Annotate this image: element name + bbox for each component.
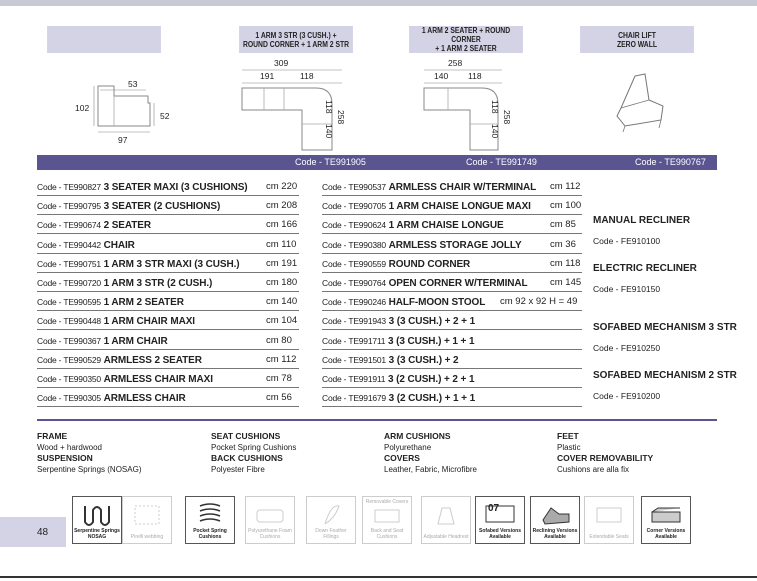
- icon-caption: Pirelli webbing: [130, 534, 164, 540]
- product-name: OPEN CORNER W/TERMINAL: [388, 278, 528, 289]
- product-name: ARMLESS CHAIR W/TERMINAL: [388, 182, 537, 193]
- product-name: 1 ARM CHAISE LONGUE: [388, 220, 504, 232]
- chair-dim-seat: 52: [160, 111, 170, 121]
- foam-cushion-icon: [252, 500, 288, 528]
- header-3-line2: + 1 ARM 2 SEATER: [435, 44, 497, 53]
- product-name: HALF-MOON STOOL: [388, 297, 486, 309]
- serpentine-springs-badge: [72, 496, 122, 544]
- product-name: 1 ARM CHAIR MAXI: [103, 316, 195, 328]
- icon-caption: Adjustable Headrest: [423, 534, 469, 540]
- product-name: 1 ARM 3 STR MAXI (3 CUSH.): [103, 258, 240, 270]
- row-divider: [37, 387, 299, 388]
- product-dimension: cm 112: [266, 353, 297, 365]
- product-dimension: cm 80: [266, 334, 292, 346]
- back-cushions-title: BACK CUSHIONS: [211, 453, 283, 463]
- row-divider: [322, 368, 582, 369]
- corner-sofa-badge: [641, 496, 691, 544]
- product-dimension: cm 118: [550, 257, 581, 269]
- c1-c: 118: [324, 100, 334, 114]
- icon-caption: Serpentine Springs NOSAG: [74, 528, 120, 540]
- product-code: Code - TE990350: [37, 374, 101, 384]
- product-dimension: cm 85: [550, 219, 576, 231]
- webbing-badge: [122, 496, 172, 544]
- product-code: Code - TE990674: [37, 220, 101, 231]
- left-row: [37, 238, 299, 254]
- product-code: Code - TE990529: [37, 354, 101, 365]
- product-name: ARMLESS 2 SEATER: [103, 354, 202, 366]
- pocket-spring-icon: [192, 500, 228, 528]
- sofabed-badge: [475, 496, 525, 544]
- headrest-badge: [421, 496, 471, 544]
- product-name: ARMLESS CHAIR MAXI: [103, 374, 213, 385]
- chair-dim-depth: 102: [75, 103, 90, 113]
- product-code: Code - TE990720: [37, 278, 101, 288]
- c2-e: 258: [502, 110, 512, 125]
- header-box-3: [409, 26, 523, 53]
- product-code: Code - TE991711: [322, 335, 386, 346]
- mid-row: [322, 391, 582, 407]
- product-code: Code - TE991911: [322, 374, 386, 384]
- product-name: 3 (3 CUSH.) + 2 + 1: [388, 316, 476, 328]
- suspension-title: SUSPENSION: [37, 453, 93, 463]
- row-divider: [37, 291, 299, 292]
- mid-row: [322, 257, 582, 273]
- product-dimension: cm 92 x 92 H = 49: [500, 296, 578, 308]
- product-name: 3 (3 CUSH.) + 2: [388, 354, 459, 366]
- c1-e: 258: [336, 110, 346, 125]
- product-code: Code - TE990448: [37, 316, 101, 327]
- left-row: [37, 353, 299, 369]
- icon-caption: Down Feather Fillings: [315, 528, 347, 540]
- chair-dimension-diagram: [70, 76, 180, 151]
- icon-caption: Sofabed Versions Available: [479, 528, 521, 540]
- page-number: 48: [0, 517, 66, 547]
- product-name: 1 ARM 2 SEATER: [103, 297, 184, 309]
- top-rule: [0, 0, 757, 6]
- product-name: CHAIR: [103, 239, 135, 251]
- product-name: 3 (2 CUSH.) + 2 + 1: [387, 374, 475, 385]
- side-label-sofabed-2: SOFABED MECHANISM 2 STR: [593, 370, 737, 381]
- covers-value: Leather, Fabric, Microfibre: [384, 464, 477, 474]
- product-name: 3 SEATER (2 CUSHIONS): [103, 201, 221, 213]
- feather-icon: [313, 500, 349, 528]
- mid-row: [322, 353, 582, 369]
- header-4-line1: CHAIR LIFT: [618, 30, 656, 40]
- mid-row: [322, 199, 582, 215]
- product-code: Code - TE991679: [322, 393, 386, 404]
- mid-row: [322, 180, 582, 196]
- row-divider: [37, 368, 299, 369]
- left-row: [37, 180, 299, 196]
- side-label-sofabed-3: SOFABED MECHANISM 3 STR: [593, 322, 737, 333]
- foam-cushion-badge: [245, 496, 295, 544]
- feet-title: FEET: [557, 431, 579, 441]
- header-3-line1: 1 ARM 2 SEATER + ROUND CORNER: [421, 26, 511, 44]
- c2-d: 140: [490, 124, 500, 139]
- chair-dim-width: 53: [128, 79, 138, 89]
- product-code: Code - TE990751: [37, 258, 101, 269]
- header-box-1: [47, 26, 161, 53]
- product-dimension: cm 100: [550, 200, 582, 212]
- webbing-icon: [129, 500, 165, 528]
- removability-title: COVER REMOVABILITY: [557, 453, 654, 463]
- code-bar: [37, 155, 717, 170]
- c1-a: 191: [260, 71, 275, 81]
- section-divider: [37, 419, 717, 421]
- seat-cushions-value: Pocket Spring Cushions: [211, 442, 297, 452]
- recliner-badge: [530, 496, 580, 544]
- back-cushions-value: Polyester Fibre: [211, 464, 265, 474]
- seat-cushions-title: SEAT CUSHIONS: [211, 431, 281, 441]
- side-label-electric-recliner: ELECTRIC RECLINER: [593, 263, 697, 274]
- product-dimension: cm 104: [266, 315, 298, 327]
- side-label-manual-recliner: MANUAL RECLINER: [593, 215, 691, 226]
- row-divider: [322, 387, 582, 388]
- product-name: 1 ARM 3 STR (2 CUSH.): [103, 278, 213, 289]
- product-dimension: cm 110: [266, 238, 297, 250]
- row-divider: [37, 195, 299, 196]
- row-divider: [322, 253, 582, 254]
- mid-row: [322, 295, 582, 311]
- arm-cushions-value: Polyurethane: [384, 442, 432, 452]
- icon-top-caption: Removable Covers: [365, 499, 409, 505]
- suspension-value: Serpentine Springs (NOSAG): [37, 464, 142, 474]
- product-code: Code - TE990624: [322, 220, 386, 231]
- row-divider: [37, 253, 299, 254]
- c1-d: 140: [324, 124, 334, 139]
- side-code-electric-recliner: Code - FE910150: [593, 284, 661, 294]
- header-2-line2: ROUND CORNER + 1 ARM 2 STR: [242, 39, 350, 49]
- product-dimension: cm 112: [550, 181, 581, 192]
- mid-row: [322, 372, 582, 388]
- product-name: 1 ARM CHAISE LONGUE MAXI: [388, 201, 531, 213]
- icon-caption: Extendable Seats: [589, 534, 629, 540]
- c2-b: 118: [468, 71, 482, 81]
- chair-dim-total: 97: [118, 135, 128, 145]
- code-bar-code-3: Code - TE990767: [635, 157, 706, 167]
- product-code: Code - TE990246: [322, 297, 386, 308]
- mid-row: [322, 238, 582, 254]
- product-code: Code - TE990595: [37, 297, 101, 308]
- covers-title: COVERS: [384, 453, 420, 463]
- corner-sofa-icon: [648, 500, 684, 528]
- side-code-sofabed-2: Code - FE910200: [593, 391, 661, 401]
- pocket-spring-badge: [185, 496, 235, 544]
- product-name: 3 SEATER MAXI (3 CUSHIONS): [103, 182, 248, 193]
- mid-row: [322, 334, 582, 350]
- product-name: ARMLESS STORAGE JOLLY: [388, 239, 522, 251]
- serpentine-springs-icon: [79, 500, 115, 528]
- product-code: Code - TE991501: [322, 354, 386, 365]
- product-code: Code - TE990442: [37, 239, 101, 250]
- row-divider: [322, 406, 582, 407]
- row-divider: [37, 406, 299, 407]
- row-divider: [322, 329, 582, 330]
- product-dimension: cm 78: [266, 373, 292, 384]
- row-divider: [322, 233, 582, 234]
- feather-badge: [306, 496, 356, 544]
- product-code: Code - TE990764: [322, 278, 386, 288]
- frame-title: FRAME: [37, 431, 68, 441]
- left-row: [37, 218, 299, 234]
- product-name: 3 (2 CUSH.) + 1 + 1: [388, 393, 476, 405]
- product-code: Code - TE990705: [322, 201, 386, 212]
- header-box-4: [580, 26, 694, 53]
- product-name: 1 ARM CHAIR: [103, 335, 168, 347]
- product-dimension: cm 36: [550, 238, 576, 250]
- row-divider: [37, 214, 299, 215]
- header-2-line1: 1 ARM 3 STR (3 CUSH.) +: [255, 30, 337, 40]
- product-code: Code - TE990559: [322, 258, 386, 269]
- row-divider: [322, 214, 582, 215]
- row-divider: [37, 272, 299, 273]
- code-bar-code-1: Code - TE991905: [295, 157, 366, 167]
- corner-sofa-diagram-1: [236, 58, 356, 153]
- product-name: 2 SEATER: [103, 220, 151, 232]
- arm-cushions-title: ARM CUSHIONS: [384, 431, 451, 441]
- left-row: [37, 257, 299, 273]
- c1-total: 309: [274, 58, 289, 68]
- recliner-icon: [537, 500, 573, 528]
- product-dimension: cm 166: [266, 219, 298, 231]
- left-row: [37, 295, 299, 311]
- feature-feet-removability: [557, 431, 653, 475]
- icon-caption: Pocket Spring Cushions: [193, 528, 227, 540]
- feature-frame-suspension: [37, 431, 142, 475]
- chair-lift-sketch: [605, 70, 675, 140]
- left-row: [37, 314, 299, 330]
- side-code-sofabed-3: Code - FE910250: [593, 343, 661, 353]
- frame-value: Wood + hardwood: [37, 442, 103, 452]
- side-code-manual-recliner: Code - FE910100: [593, 236, 661, 246]
- extendable-seat-icon: [591, 500, 627, 528]
- product-code: Code - TE990537: [322, 182, 386, 192]
- icon-caption: Polyurethane Foam Cushions: [248, 528, 292, 540]
- product-dimension: cm 220: [266, 181, 298, 192]
- row-divider: [37, 233, 299, 234]
- header-box-2: [239, 26, 353, 53]
- product-code: Code - TE991943: [322, 316, 386, 327]
- product-name: ARMLESS CHAIR: [103, 393, 186, 405]
- product-dimension: cm 208: [266, 200, 298, 212]
- code-bar-code-2: Code - TE991749: [466, 157, 537, 167]
- product-code: Code - TE990795: [37, 201, 101, 212]
- product-name: ROUND CORNER: [388, 258, 471, 270]
- icon-caption: Reclining Versions Available: [532, 528, 578, 540]
- product-code: Code - TE990367: [37, 335, 101, 346]
- icon-caption: Corner Versions Available: [646, 528, 686, 540]
- product-code: Code - TE990305: [37, 393, 101, 404]
- product-name: 3 (3 CUSH.) + 1 + 1: [387, 335, 475, 347]
- left-row: [37, 276, 299, 292]
- removable-covers-badge: [362, 496, 412, 544]
- corner-sofa-diagram-2: [420, 58, 530, 153]
- row-divider: [322, 272, 582, 273]
- row-divider: [37, 329, 299, 330]
- row-divider: [322, 195, 582, 196]
- extendable-seat-badge: [584, 496, 634, 544]
- product-dimension: cm 180: [266, 277, 298, 288]
- product-code: Code - TE990380: [322, 239, 386, 250]
- row-divider: [322, 310, 582, 311]
- row-divider: [322, 291, 582, 292]
- left-row: [37, 199, 299, 215]
- header-4-line2: ZERO WALL: [616, 39, 658, 49]
- sofabed-badge-number: 07: [488, 503, 500, 514]
- mid-row: [322, 276, 582, 292]
- c1-b: 118: [300, 71, 314, 81]
- removability-value: Cushions are alla fix: [557, 464, 630, 474]
- row-divider: [37, 310, 299, 311]
- c2-c: 118: [490, 100, 500, 114]
- left-row: [37, 391, 299, 407]
- product-dimension: cm 56: [266, 392, 292, 404]
- left-row: [37, 334, 299, 350]
- left-row: [37, 372, 299, 388]
- icon-caption: Back and Seat Cushions: [370, 528, 404, 540]
- product-dimension: cm 140: [266, 296, 298, 308]
- bottom-rule: [0, 576, 757, 578]
- product-dimension: cm 191: [266, 257, 298, 269]
- c2-a: 140: [434, 71, 449, 81]
- product-dimension: cm 145: [550, 277, 582, 288]
- mid-row: [322, 314, 582, 330]
- feet-value: Plastic: [557, 442, 581, 452]
- feature-arm-covers: [384, 431, 477, 475]
- feature-cushions: [211, 431, 296, 475]
- headrest-icon: [428, 500, 464, 528]
- row-divider: [322, 349, 582, 350]
- mid-row: [322, 218, 582, 234]
- c2-total: 258: [448, 58, 463, 68]
- product-code: Code - TE990827: [37, 182, 101, 192]
- row-divider: [37, 349, 299, 350]
